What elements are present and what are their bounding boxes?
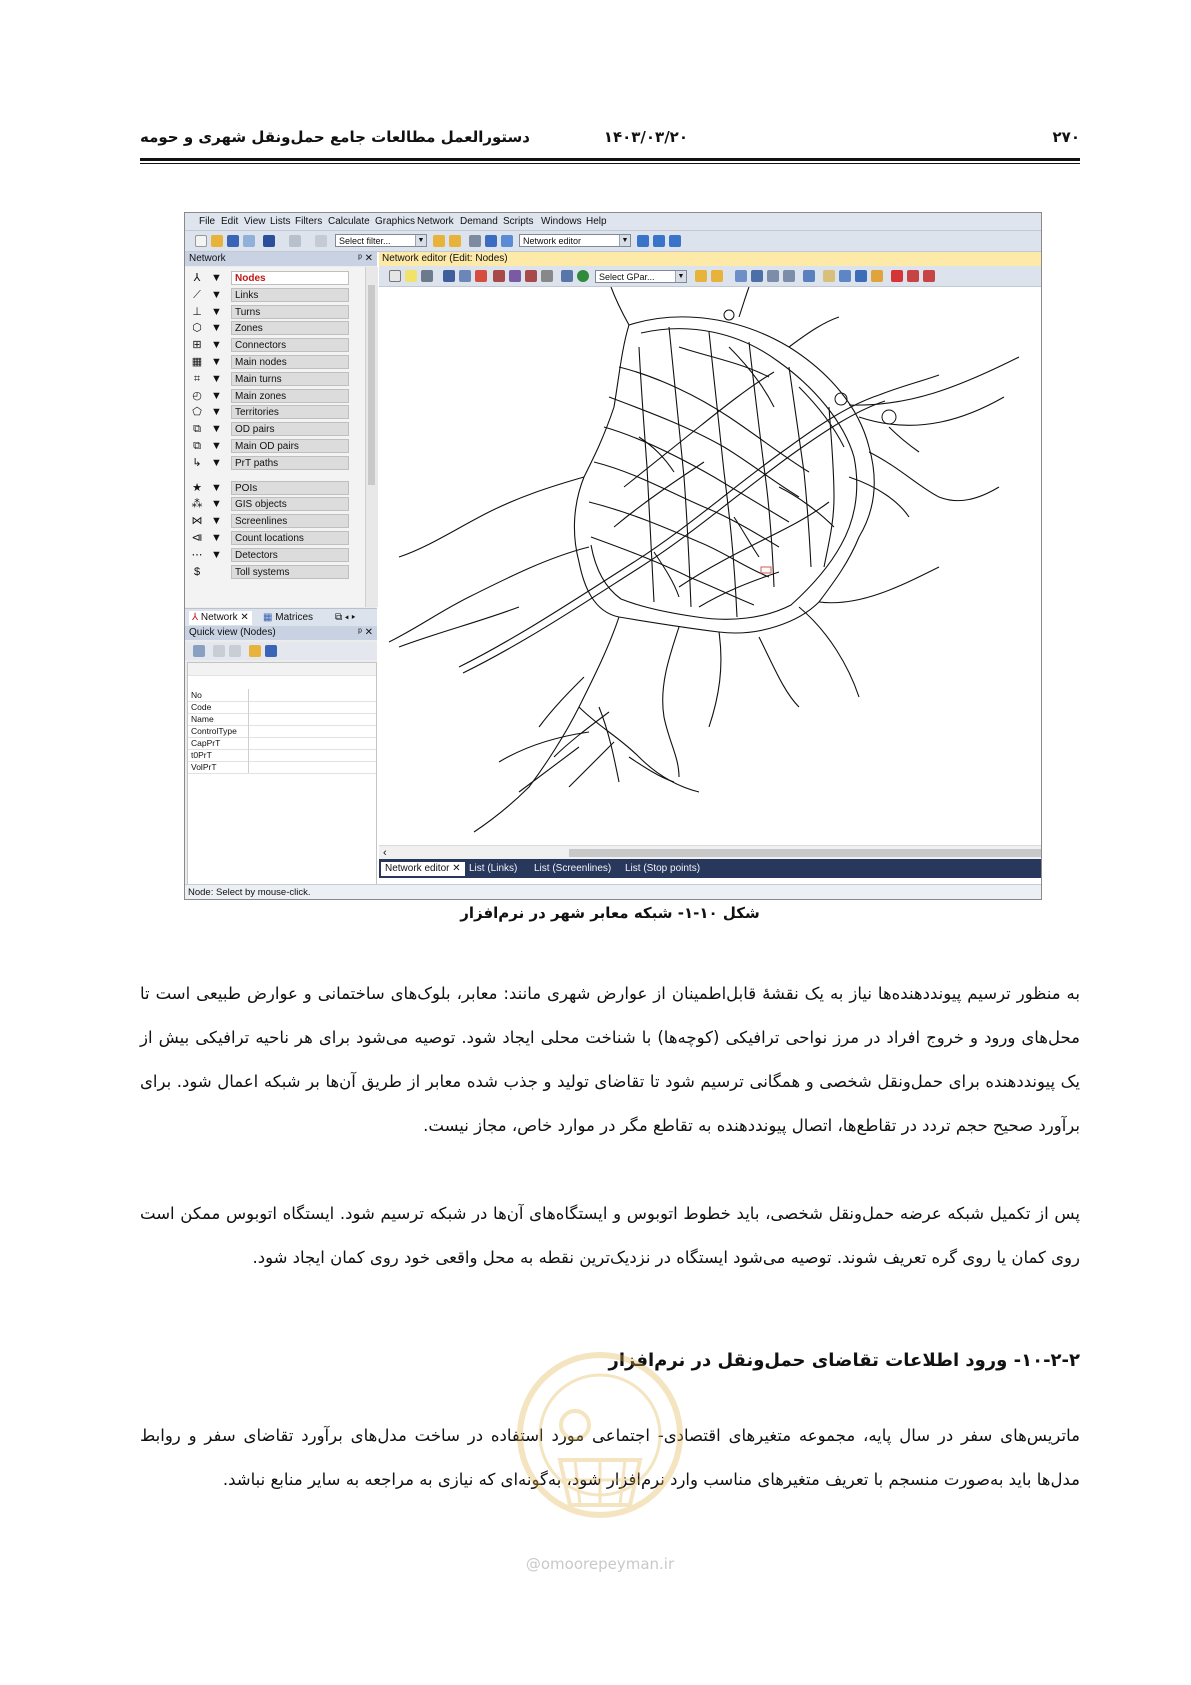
main-turn-icon: ⌗	[193, 372, 201, 385]
filter-icon[interactable]: ▼	[211, 288, 222, 301]
network-object-toll-systems[interactable]	[187, 564, 363, 580]
quick-view-grid	[187, 662, 377, 886]
network-object-gis-objects[interactable]	[187, 496, 363, 512]
detector-icon: ⋯	[191, 548, 203, 561]
tab-network-label: Network	[200, 612, 238, 623]
filter-icon[interactable]: ▼	[211, 440, 222, 452]
open-filter-icon[interactable]	[433, 235, 445, 247]
menu-bar	[185, 213, 1041, 231]
menu-network[interactable]: Network	[417, 216, 454, 227]
node-edit-icon[interactable]	[525, 270, 537, 282]
link-edit-icon[interactable]	[493, 270, 505, 282]
menu-calculate[interactable]: Calculate	[328, 216, 370, 227]
network-object-label: Main zones	[231, 389, 349, 403]
network-object-label: Count locations	[231, 531, 349, 545]
gis-object-icon: ⁂	[191, 498, 203, 511]
quick-view-title	[185, 626, 377, 640]
draw-icon[interactable]	[855, 270, 867, 282]
window-tile-vertical-icon[interactable]	[669, 235, 681, 247]
globe-icon[interactable]	[577, 270, 589, 282]
save-filter-icon[interactable]	[449, 235, 461, 247]
filter-icon[interactable]: ▼	[211, 356, 222, 368]
filter-icon[interactable]: ▼	[211, 406, 222, 419]
close-view-icon[interactable]	[923, 270, 935, 282]
network-object-label: Screenlines	[231, 514, 349, 528]
hand-icon[interactable]	[823, 270, 835, 282]
header-rule	[140, 158, 1080, 161]
left-tab-bar	[185, 608, 377, 627]
menu-lists[interactable]: Lists	[270, 216, 291, 227]
filter-icon[interactable]: ▼	[211, 389, 222, 402]
attribute-name: t0PrT	[191, 750, 212, 760]
main-zone-icon: ◴	[192, 389, 202, 402]
procedure-icon[interactable]	[485, 235, 497, 247]
menu-graphics[interactable]: Graphics	[375, 216, 416, 227]
find-icon[interactable]	[443, 270, 455, 282]
zoom-window-icon[interactable]	[735, 270, 747, 282]
menu-file[interactable]: File	[199, 216, 216, 227]
network-object-territories[interactable]	[187, 404, 363, 420]
network-editor-window	[379, 252, 1041, 884]
poi-icon: ★	[192, 481, 202, 494]
measure-icon[interactable]	[839, 270, 851, 282]
network-object-nodes[interactable]	[187, 270, 363, 286]
connector-icon: ⊞	[192, 339, 202, 352]
view-select-value: Network editor	[523, 236, 582, 246]
selected-node-marker[interactable]	[761, 567, 771, 573]
quick-view-title-text: Quick view (Nodes)	[189, 627, 276, 638]
network-object-main-zones[interactable]	[187, 388, 363, 404]
watermark-logo	[505, 1340, 695, 1550]
attribute-name: ControlType	[191, 726, 237, 736]
network-object-main-od-pairs[interactable]	[187, 438, 363, 454]
tab-network-editor-label: Network editor	[385, 863, 450, 874]
chevron-down-icon: ▼	[675, 271, 686, 282]
paragraph-bus-stops: پس از تکمیل شبکه عرضه حمل‌ونقل شخصی، باید خطوط اتوبوس و ایستگاه‌های آن‌ها در شبکه ترسیم شود. ایستگاه اتوبوس ممکن است روی کمان یا روی گره تعریف شوند. توصیه می‌شود ایستگاه در نزدیک‌ترین نقطه به محل واقعی خود روی کمان ایجاد شود.	[140, 1204, 1080, 1267]
network-tab-icon: ⅄	[192, 612, 199, 623]
network-object-label: Territories	[231, 405, 349, 419]
network-list-scrollbar[interactable]	[365, 267, 378, 607]
network-object-label: Turns	[231, 305, 349, 319]
paragraph-demand-input: ماتریس‌های سفر در سال پایه، مجموعه متغیرهای اقتصادی- اجتماعی مورد استفاده در ساخت مدل‌های برآورد تقاضای سفر و روابط مدل‌ها باید به‌صورت منسجم با تعریف متغیرهای مناسب وارد نرم‌افزار شود، به‌گونه‌ای که نیازی به مراجعه به سایر منابع نباشد.	[140, 1426, 1080, 1489]
network-object-main-nodes[interactable]	[187, 354, 363, 370]
save-gpar-icon[interactable]	[711, 270, 723, 282]
run-icon[interactable]	[315, 235, 327, 247]
back-view-icon[interactable]	[767, 270, 779, 282]
header-rule-thin	[140, 163, 1080, 164]
spatial-select-icon[interactable]	[421, 270, 433, 282]
network-object-label: Toll systems	[231, 565, 349, 579]
count-location-icon: ⧏	[191, 532, 203, 544]
copy-icon[interactable]	[213, 645, 225, 657]
menu-edit[interactable]: Edit	[221, 216, 239, 227]
red-stop-icon[interactable]	[891, 270, 903, 282]
menu-filters[interactable]: Filters	[295, 216, 323, 227]
gpar-select[interactable]	[595, 270, 687, 283]
network-object-detectors[interactable]	[187, 547, 363, 563]
main-node-icon: ▦	[191, 356, 203, 368]
open-folder-icon[interactable]	[249, 645, 261, 657]
filter-icon[interactable]: ▼	[211, 548, 222, 561]
copy-icon[interactable]	[243, 235, 255, 247]
list-icon[interactable]	[469, 235, 481, 247]
network-object-label: Main turns	[231, 372, 349, 386]
filter-icon[interactable]: ▼	[211, 305, 222, 318]
header-date: ۱۴۰۳/۰۳/۲۰	[603, 128, 688, 146]
window-cascade-icon[interactable]	[637, 235, 649, 247]
pointer-icon[interactable]	[405, 270, 417, 282]
tab-network[interactable]	[189, 611, 252, 625]
paste-icon[interactable]	[229, 645, 241, 657]
window-tile-horizontal-icon[interactable]	[653, 235, 665, 247]
matrix-icon: ▦	[263, 612, 273, 623]
left-panels	[185, 252, 377, 884]
main-toolbar	[185, 231, 1041, 252]
graphic-params-icon[interactable]	[475, 270, 487, 282]
road-lines	[389, 287, 1019, 832]
filter-icon[interactable]: ▼	[211, 272, 222, 284]
menu-view[interactable]: View	[244, 216, 266, 227]
prt-path-icon: ↳	[192, 456, 202, 469]
network-object-count-locations[interactable]	[187, 530, 363, 546]
view-select[interactable]	[519, 234, 631, 247]
tab-matrices-label: Matrices	[275, 612, 314, 623]
tab-list-stop-points[interactable]: List (Stop points)	[625, 863, 701, 874]
watermark-text: @omoorepeyman.ir	[525, 1555, 675, 1573]
territory-icon: ⬠	[192, 406, 202, 419]
network-object-connectors[interactable]	[187, 337, 363, 353]
close-icon[interactable]: ✕	[452, 863, 461, 874]
network-object-label: Links	[231, 288, 349, 302]
chevron-down-icon: ▼	[415, 235, 426, 246]
network-object-label: Main OD pairs	[231, 439, 349, 453]
paragraph-connectors: به منظور ترسیم پیونددهنده‌ها نیاز به یک نقشهٔ قابل‌اطمینان از عوارض شهری مانند: معابر، بلوک‌های ساختمانی و عوارض طبیعی است تا محل‌های ورود و خروج افراد در مرز نواحی ترافیکی (کوچه‌ها) با شناخت محلی ایجاد شود. توصیه می‌شود برای هر ناحیه ترافیکی بیش از یک پیونددهنده برای حمل‌ونقل شخصی و همگانی ترسیم شود تا تقاضای تولید و جذب شده معابر از طریق آن‌ها بر شبکه اعمال شود. برای برآورد صحیح حجم تردد در تقاطع‌ها، اتصال پیونددهنده به تقاطع مگر در موارد خاص، مجاز نیست.	[140, 984, 1080, 1135]
network-panel-title-text: Network	[189, 253, 226, 264]
editor-toolbar	[379, 266, 1041, 287]
turn-edit-icon[interactable]	[509, 270, 521, 282]
column-separator	[248, 701, 249, 713]
chevron-down-icon: ▼	[619, 235, 630, 246]
filter-icon[interactable]: ▼	[211, 532, 222, 544]
network-object-pois[interactable]	[187, 480, 363, 496]
filter-icon[interactable]: ▼	[211, 372, 222, 385]
tab-matrices[interactable]	[263, 611, 313, 625]
status-bar: Node: Select by mouse-click.	[185, 884, 1041, 899]
network-map[interactable]	[379, 287, 1041, 845]
network-object-od-pairs[interactable]	[187, 421, 363, 437]
document-tab-bar	[379, 859, 1041, 878]
filter-icon[interactable]: ▼	[211, 498, 222, 511]
network-object-zones[interactable]	[187, 320, 363, 336]
menu-demand[interactable]: Demand	[460, 216, 498, 227]
network-object-label: OD pairs	[231, 422, 349, 436]
open-folder-icon[interactable]	[211, 235, 223, 247]
network-object-label: Main nodes	[231, 355, 349, 369]
section-heading: ۱۰-۲-۲- ورود اطلاعات تقاضای حمل‌ونقل در نرم‌افزار	[608, 1350, 1080, 1371]
zone-icon: ⬡	[192, 322, 202, 335]
page-header	[140, 128, 1080, 150]
filter-select[interactable]	[335, 234, 427, 247]
gpar-select-value: Select GPar...	[599, 272, 655, 282]
map-horizontal-scrollbar[interactable]	[379, 845, 1041, 860]
network-object-screenlines[interactable]	[187, 513, 363, 529]
pan-icon[interactable]	[389, 270, 401, 282]
network-object-turns[interactable]	[187, 304, 363, 320]
background-icon[interactable]	[561, 270, 573, 282]
chevron-left-icon[interactable]: ‹	[383, 847, 387, 859]
open-gpar-icon[interactable]	[695, 270, 707, 282]
tab-network-editor[interactable]	[381, 862, 465, 876]
legend-icon[interactable]	[541, 270, 553, 282]
network-object-label: GIS objects	[231, 497, 349, 511]
attribute-name: No	[191, 690, 202, 700]
network-object-label: Connectors	[231, 338, 349, 352]
column-separator	[248, 689, 249, 701]
tab-list-links[interactable]: List (Links)	[469, 863, 518, 874]
save-icon[interactable]	[227, 235, 239, 247]
main-od-pair-icon: ⧉	[193, 440, 201, 452]
roundabout-mark	[724, 310, 734, 320]
forward-view-icon[interactable]	[783, 270, 795, 282]
pin-close-icon[interactable]: ᵖ ✕	[358, 253, 373, 264]
roundabout-mark	[882, 410, 896, 424]
network-object-label: Zones	[231, 321, 349, 335]
close-icon[interactable]: ✕	[240, 612, 249, 623]
menu-help[interactable]: Help	[586, 216, 607, 227]
link-icon: ⟋	[193, 288, 201, 301]
graphics-icon[interactable]	[501, 235, 513, 247]
view-menu-icon[interactable]	[803, 270, 815, 282]
filter-select-value: Select filter...	[339, 236, 391, 246]
turn-icon: ⊥	[192, 305, 202, 318]
street-network-drawing	[379, 287, 1041, 845]
attribute-name: VolPrT	[191, 762, 217, 772]
table-icon[interactable]	[459, 270, 471, 282]
network-object-prt-paths[interactable]	[187, 455, 363, 471]
visum-screenshot	[184, 212, 1042, 900]
pin-close-icon[interactable]: ᵖ ✕	[358, 627, 373, 638]
editor-title: Network editor (Edit: Nodes)	[379, 252, 1041, 266]
quick-view-toolbar	[185, 642, 377, 660]
undo-icon[interactable]	[263, 235, 275, 247]
tab-scroll-arrows[interactable]: ⧉ ◂ ▸	[335, 612, 356, 623]
column-separator	[248, 725, 249, 737]
menu-scripts[interactable]: Scripts	[503, 216, 534, 227]
screenline-icon: ⋈	[191, 515, 203, 528]
redo-icon[interactable]	[289, 235, 301, 247]
figure-caption: شکل ۱۰-۱- شبکه معابر شهر در نرم‌افزار	[460, 904, 760, 922]
node-icon: ⅄	[193, 272, 201, 284]
column-separator	[248, 737, 249, 749]
od-pair-icon: ⧉	[193, 423, 201, 436]
save-icon[interactable]	[265, 645, 277, 657]
roundabout-mark	[835, 393, 847, 405]
attribute-name: Name	[191, 714, 214, 724]
network-object-label: Detectors	[231, 548, 349, 562]
filter-icon[interactable]: ▼	[211, 339, 222, 352]
filter-icon[interactable]: ▼	[211, 423, 222, 436]
tab-list-screenlines[interactable]: List (Screenlines)	[534, 863, 612, 874]
new-file-icon[interactable]	[195, 235, 207, 247]
scrollbar-thumb[interactable]	[368, 285, 375, 485]
quick-view-row[interactable]	[188, 761, 376, 774]
filter-icon[interactable]: ▼	[211, 481, 222, 494]
network-object-links[interactable]	[187, 287, 363, 303]
attribute-name: CapPrT	[191, 738, 221, 748]
filter-icon[interactable]: ▼	[211, 322, 222, 335]
column-separator	[248, 749, 249, 761]
network-object-list	[185, 267, 365, 607]
filter-icon[interactable]: ▼	[211, 456, 222, 469]
document-title: دستورالعمل مطالعات جامع حمل‌ونقل شهری و حومه	[140, 128, 530, 146]
toll-system-icon: $	[193, 565, 201, 578]
column-separator	[248, 713, 249, 725]
network-object-label: Nodes	[231, 271, 349, 285]
network-panel-title	[185, 252, 377, 266]
select-icon[interactable]	[193, 645, 205, 657]
network-object-label: POIs	[231, 481, 349, 495]
quick-view-header-row	[188, 663, 376, 676]
grid-icon[interactable]	[907, 270, 919, 282]
pencil-icon[interactable]	[871, 270, 883, 282]
menu-windows[interactable]: Windows	[541, 216, 582, 227]
page-number: ۲۷۰	[1052, 128, 1080, 146]
scrollbar-thumb[interactable]	[569, 849, 1041, 857]
column-separator	[248, 761, 249, 773]
attribute-name: Code	[191, 702, 212, 712]
filter-icon[interactable]: ▼	[211, 515, 222, 528]
zoom-in-icon[interactable]	[751, 270, 763, 282]
network-object-label: PrT paths	[231, 456, 349, 470]
network-object-main-turns[interactable]	[187, 371, 363, 387]
